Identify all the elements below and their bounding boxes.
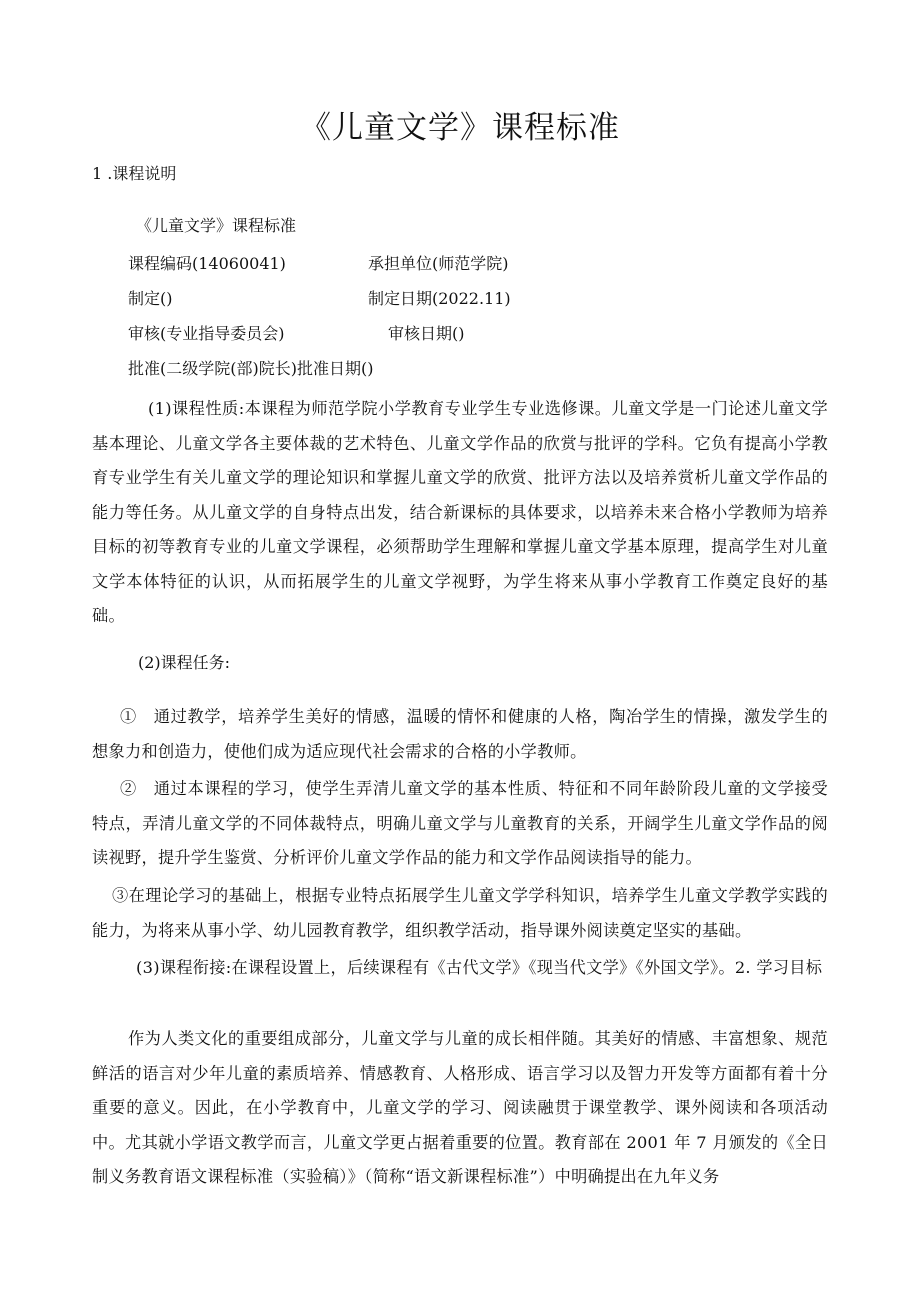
drafted-date: 制定日期(2022.11) xyxy=(368,289,511,308)
approved-by: 批准(二级学院(部)院长)批准日期() xyxy=(128,359,374,378)
reviewed-by: 审核(专业指导委员会) xyxy=(128,324,285,343)
document-subtitle: 《儿童文学》课程标准 xyxy=(136,216,297,235)
paragraph-task-2: ② 通过本课程的学习，使学生弄清儿童文学的基本性质、特征和不同年龄阶段儿童的文学接受特点，弄清儿童文学的不同体裁特点，明确儿童文学与儿童教育的关系，开阔学生儿童文学作品的阅读视野，提升学生鉴赏、分析评价儿童文学作品的能力和文学作品阅读指导的能力。 xyxy=(92,779,828,867)
paragraph-learning-goals: 作为人类文化的重要组成部分，儿童文学与儿童的成长相伴随。其美好的情感、丰富想象、规范鲜活的语言对少年儿童的素质培养、情感教育、人格形成、语言学习以及智力开发等方面都有着十分重要的意义。因此，在小学教育中，儿童文学的学习、阅读融贯于课堂教学、课外阅读和各项活动中。尤其就小学语文教学而言，儿童文学更占据着重要的位置。教育部在 2001 年 7 月颁发的《全日制义务教育语文课程标准（实验稿）》（简称“语文新课程标准”）中明确提出在九年义务 xyxy=(92,1029,828,1186)
responsible-unit: 承担单位(师范学院) xyxy=(368,254,509,273)
review-date: 审核日期() xyxy=(388,324,465,343)
document-title: 《儿童文学》课程标准 xyxy=(300,110,620,146)
paragraph-course-nature: (1)课程性质:本课程为师范学院小学教育专业学生专业选修课。儿童文学是一门论述儿童文学基本理论、儿童文学各主要体裁的艺术特色、儿童文学作品的欣赏与批评的学科。它负有提高小学教育专业学生有关儿童文学的理论知识和掌握儿童文学的欣赏、批评方法以及培养赏析儿童文学作品的能力等任务。从儿童文学的自身特点出发，结合新课标的具体要求，以培养未来合格小学教师为培养目标的初等教育专业的儿童文学课程，必须帮助学生理解和掌握儿童文学基本原理，提高学生对儿童文学本体特征的认识，从而拓展学生的儿童文学视野，为学生将来从事小学教育工作奠定良好的基础。 xyxy=(92,399,828,625)
paragraph-task-3: ③在理论学习的基础上，根据专业特点拓展学生儿童文学学科知识，培养学生儿童文学教学实践的能力，为将来从事小学、幼儿园教育教学，组织教学活动，指导课外阅读奠定坚实的基础。 xyxy=(92,886,828,940)
paragraph-task-1: ① 通过教学，培养学生美好的情感，温暖的情怀和健康的人格，陶冶学生的情操，激发学生的想象力和创造力，使他们成为适应现代社会需求的合格的小学教师。 xyxy=(92,707,828,761)
paragraph-course-linkage: (3)课程衔接:在课程设置上，后续课程有《古代文学》《现当代文学》《外国文学》。2. 学习目标 xyxy=(136,958,823,977)
course-code: 课程编码(14060041) xyxy=(128,254,286,273)
section-heading: 1 .课程说明 xyxy=(92,164,177,183)
drafted-by: 制定() xyxy=(128,289,173,308)
tasks-heading: (2)课程任务: xyxy=(138,653,231,672)
